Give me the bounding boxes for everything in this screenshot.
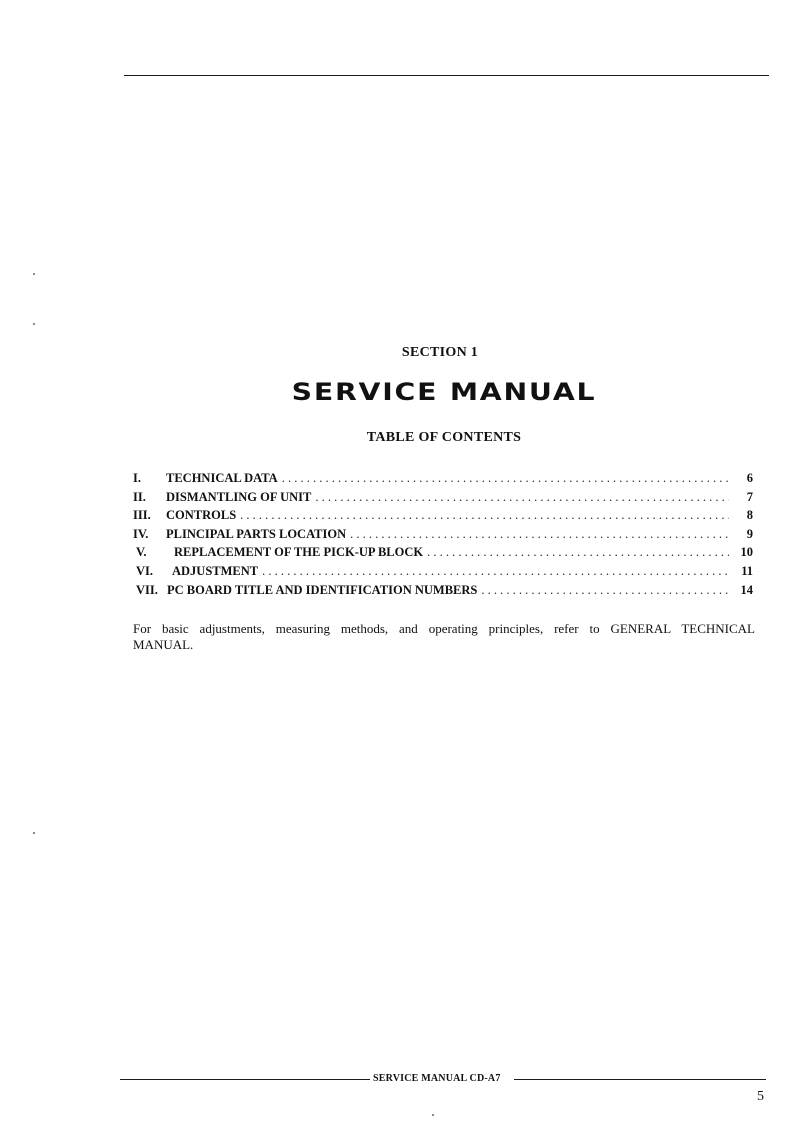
dot-leader	[350, 527, 729, 542]
scan-speck	[432, 1114, 434, 1116]
section-label: SECTION 1	[401, 345, 479, 360]
toc-entry-title: PLINCIPAL PARTS LOCATION	[166, 526, 347, 541]
toc-entry-number: VI.	[136, 563, 154, 578]
toc-entry-title: ADJUSTMENT	[172, 563, 259, 578]
toc-entry-page: 11	[741, 563, 753, 578]
dot-leader	[427, 545, 729, 560]
toc-heading: TABLE OF CONTENTS	[366, 430, 522, 445]
dot-leader	[315, 490, 729, 505]
scan-speck	[33, 323, 35, 325]
toc-entry	[133, 564, 753, 583]
toc-entry	[133, 471, 753, 490]
toc-entry-title: DISMANTLING OF UNIT	[166, 489, 312, 504]
toc-entry-page: 7	[746, 489, 753, 504]
scan-speck	[33, 273, 35, 275]
toc-entry-number: I.	[133, 471, 141, 485]
toc-entry-page: 9	[746, 526, 753, 541]
toc-entry	[133, 490, 753, 509]
toc-entry	[133, 508, 753, 527]
reference-note: For basic adjustments, measuring methods, and operating principles, refer to GENERAL TECHNICAL MANUAL.	[133, 621, 755, 652]
toc-entry-number: IV.	[133, 526, 149, 541]
footer-rule-right	[514, 1079, 766, 1080]
toc-entry-title: REPLACEMENT OF THE PICK-UP BLOCK	[174, 545, 424, 560]
scan-speck	[33, 832, 35, 834]
toc-entry-number: V.	[136, 545, 147, 560]
toc-entry-title: PC BOARD TITLE AND IDENTIFICATION NUMBERS	[167, 582, 478, 597]
toc-entry	[133, 527, 753, 546]
toc-entry-page: 10	[740, 545, 753, 560]
toc-entry-number: III.	[133, 508, 151, 523]
toc-entry-number: II.	[133, 489, 146, 504]
dot-leader	[240, 508, 729, 523]
dot-leader	[282, 471, 729, 486]
toc-entry-number: VII.	[136, 582, 158, 597]
toc-entry	[133, 583, 753, 602]
toc-entry-page: 14	[740, 582, 753, 597]
footer-rule-left	[120, 1079, 370, 1080]
table-of-contents	[133, 471, 753, 601]
toc-entry-page: 8	[746, 508, 753, 523]
toc-entry-title: TECHNICAL DATA	[166, 471, 278, 485]
dot-leader	[262, 564, 729, 579]
toc-entry-title: CONTROLS	[166, 508, 237, 523]
toc-entry	[133, 545, 753, 564]
page-title: SERVICE MANUAL	[291, 378, 597, 406]
footer-label: SERVICE MANUAL CD-A7	[373, 1073, 501, 1084]
top-rule	[124, 75, 769, 76]
page-number: 5	[757, 1089, 764, 1104]
toc-entry-page: 6	[746, 471, 753, 485]
dot-leader	[481, 583, 729, 598]
